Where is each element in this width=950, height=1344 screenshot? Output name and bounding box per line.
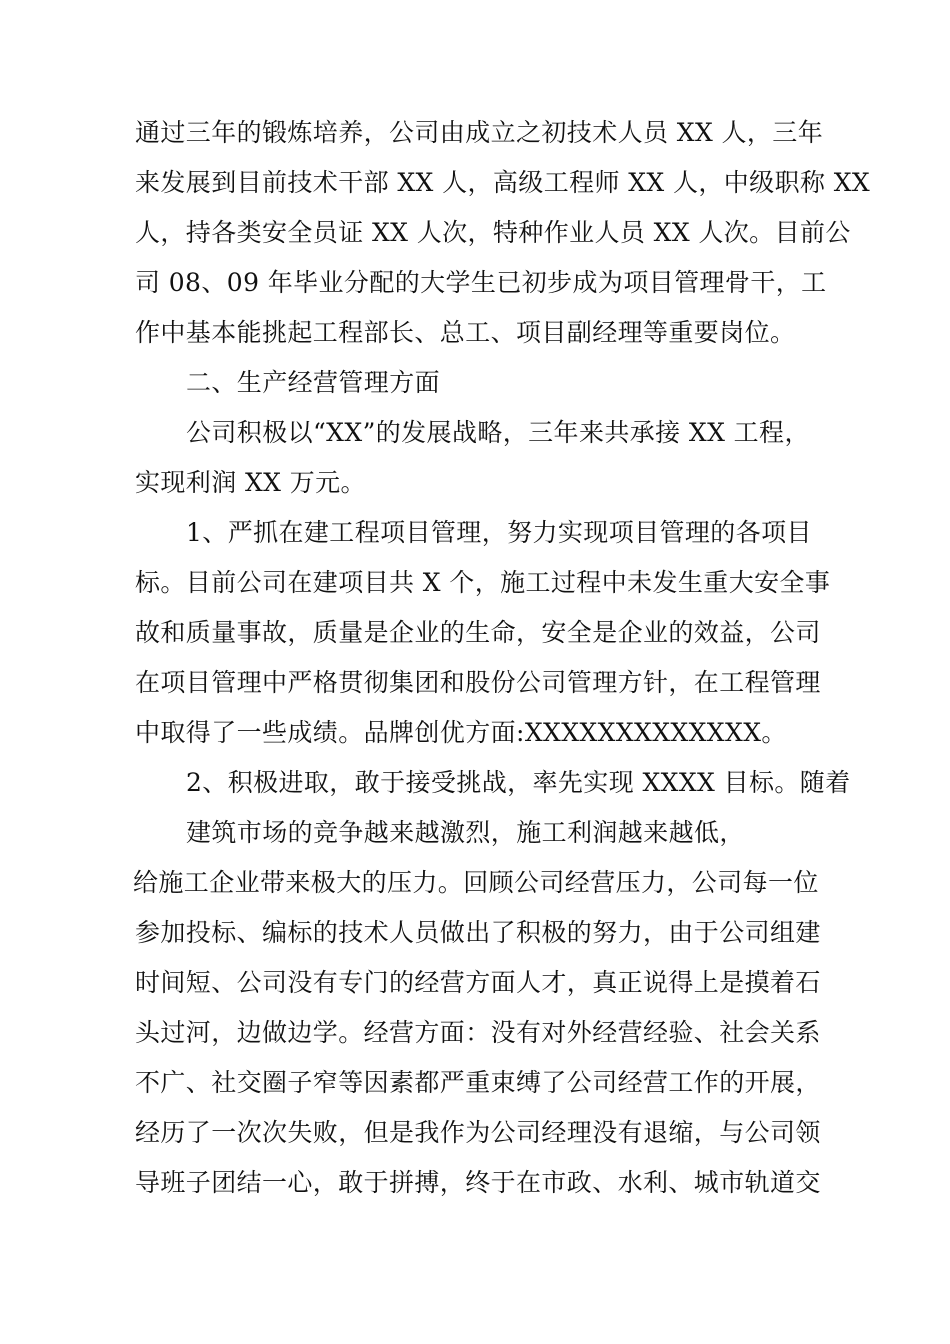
text-line: 实现利润 XX 万元。 xyxy=(135,468,366,497)
text-line: 人，持各类安全员证 XX 人次，特种作业人员 XX 人次。目前公 xyxy=(135,218,851,247)
section-heading: 二、生产经营管理方面 xyxy=(186,368,441,397)
text-line: 2、积极进取，敢于接受挑战，率先实现 XXXX 目标。随着 xyxy=(186,768,851,797)
text-line: 参加投标、编标的技术人员做出了积极的努力，由于公司组建 xyxy=(135,918,821,947)
text-line: 司 08、09 年毕业分配的大学生已初步成为项目管理骨干，工 xyxy=(135,268,827,297)
text-line: 在项目管理中严格贯彻集团和股份公司管理方针，在工程管理 xyxy=(135,668,821,697)
text-line: 通过三年的锻炼培养，公司由成立之初技术人员 XX 人，三年 xyxy=(135,118,824,147)
text-line: 经历了一次次失败，但是我作为公司经理没有退缩，与公司领 xyxy=(135,1118,821,1147)
text-line: 头过河，边做边学。经营方面：没有对外经营经验、社会关系 xyxy=(135,1018,821,1047)
text-line: 建筑市场的竞争越来越激烈，施工利润越来越低， xyxy=(186,818,745,847)
text-line: 不广、社交圈子窄等因素都严重束缚了公司经营工作的开展， xyxy=(135,1068,821,1097)
text-line: 时间短、公司没有专门的经营方面人才，真正说得上是摸着石 xyxy=(135,968,821,997)
text-line: 故和质量事故，质量是企业的生命，安全是企业的效益，公司 xyxy=(135,618,821,647)
text-line: 公司积极以“XX”的发展战略，三年来共承接 XX 工程， xyxy=(186,418,810,447)
text-line: 来发展到目前技术干部 XX 人，高级工程师 XX 人，中级职称 XX xyxy=(135,168,871,197)
text-line: 导班子团结一心，敢于拼搏，终于在市政、水利、城市轨道交 xyxy=(135,1168,821,1197)
text-line: 中取得了一些成绩。品牌创优方面:XXXXXXXXXXXXX。 xyxy=(135,718,787,747)
text-line: 1、严抓在建工程项目管理，努力实现项目管理的各项目 xyxy=(186,518,812,547)
text-line: 给施工企业带来极大的压力。回顾公司经营压力，公司每一位 xyxy=(133,868,819,897)
text-line: 作中基本能挑起工程部长、总工、项目副经理等重要岗位。 xyxy=(135,318,796,347)
text-line: 标。目前公司在建项目共 X 个，施工过程中未发生重大安全事 xyxy=(135,568,831,597)
